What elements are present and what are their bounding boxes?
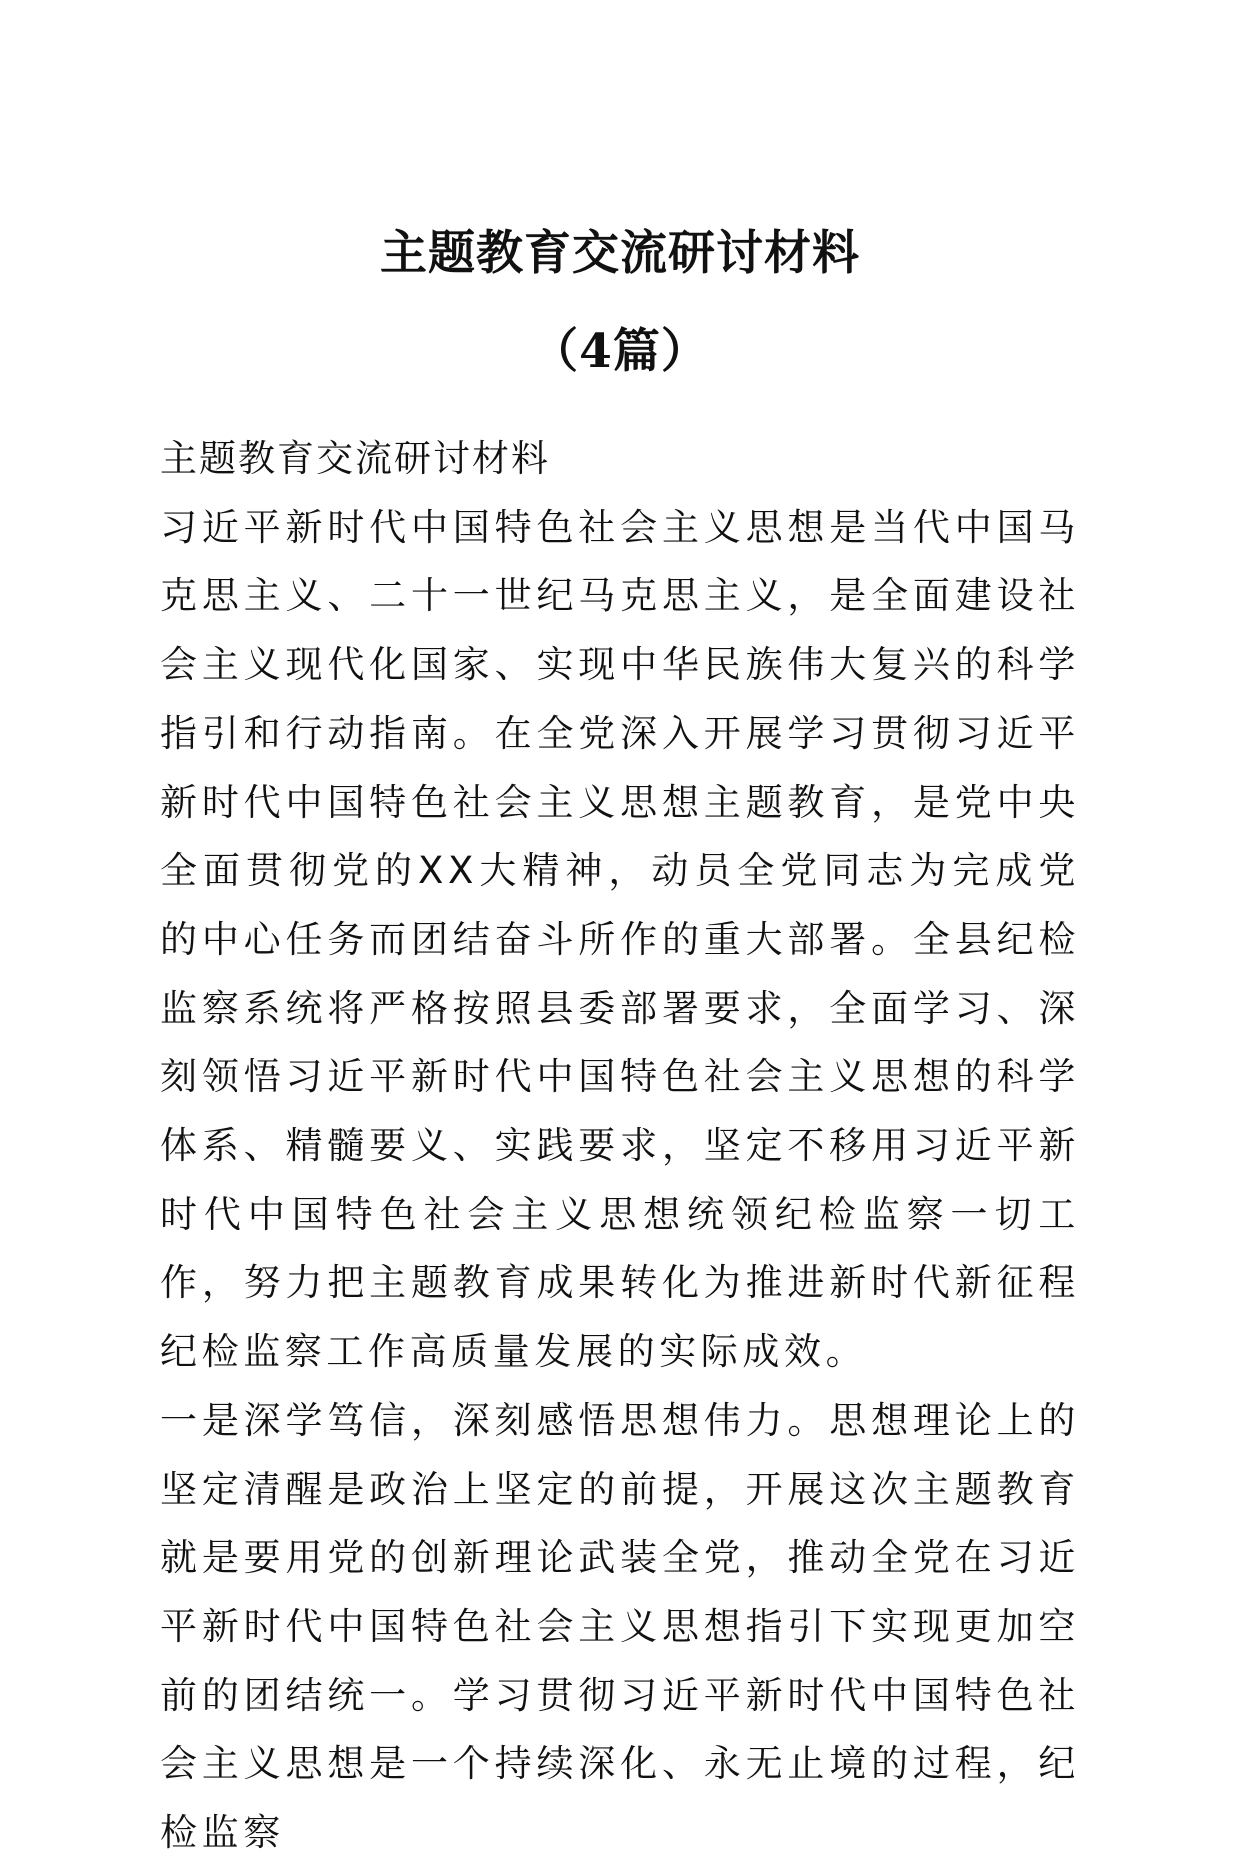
- paragraph-intro: 习近平新时代中国特色社会主义思想是当代中国马克思主义、二十一世纪马克思主义，是全面建设社会主义现代化国家、实现中华民族伟大复兴的科学指引和行动指南。在全党深入开展学习贯彻习近平新时代中国特色社会主义思想主题教育，是党中央全面贯彻党的XX大精神，动员全党同志为完成党的中心任务而团结奋斗所作的重大部署。全县纪检监察系统将严格按照县委部署要求，全面学习、深刻领悟习近平新时代中国特色社会主义思想的科学体系、精髓要义、实践要求，坚定不移用习近平新时代中国特色社会主义思想统领纪检监察一切工作，努力把主题教育成果转化为推进新时代新征程纪检监察工作高质量发展的实际成效。: [160, 505, 1080, 1374]
- document-subtitle: （4篇）: [531, 324, 709, 379]
- document-body: [160, 425, 1080, 1868]
- section-heading: 主题教育交流研讨材料: [160, 437, 550, 480]
- document-title: 主题教育交流研讨材料: [380, 226, 860, 281]
- paragraph-point-one: 一是深学笃信，深刻感悟思想伟力。思想理论上的坚定清醒是政治上坚定的前提，开展这次主题教育就是要用党的创新理论武装全党，推动全党在习近平新时代中国特色社会主义思想指引下实现更加空前的团结统一。学习贯彻习近平新时代中国特色社会主义思想是一个持续深化、永无止境的过程，纪检监察: [160, 1398, 1080, 1855]
